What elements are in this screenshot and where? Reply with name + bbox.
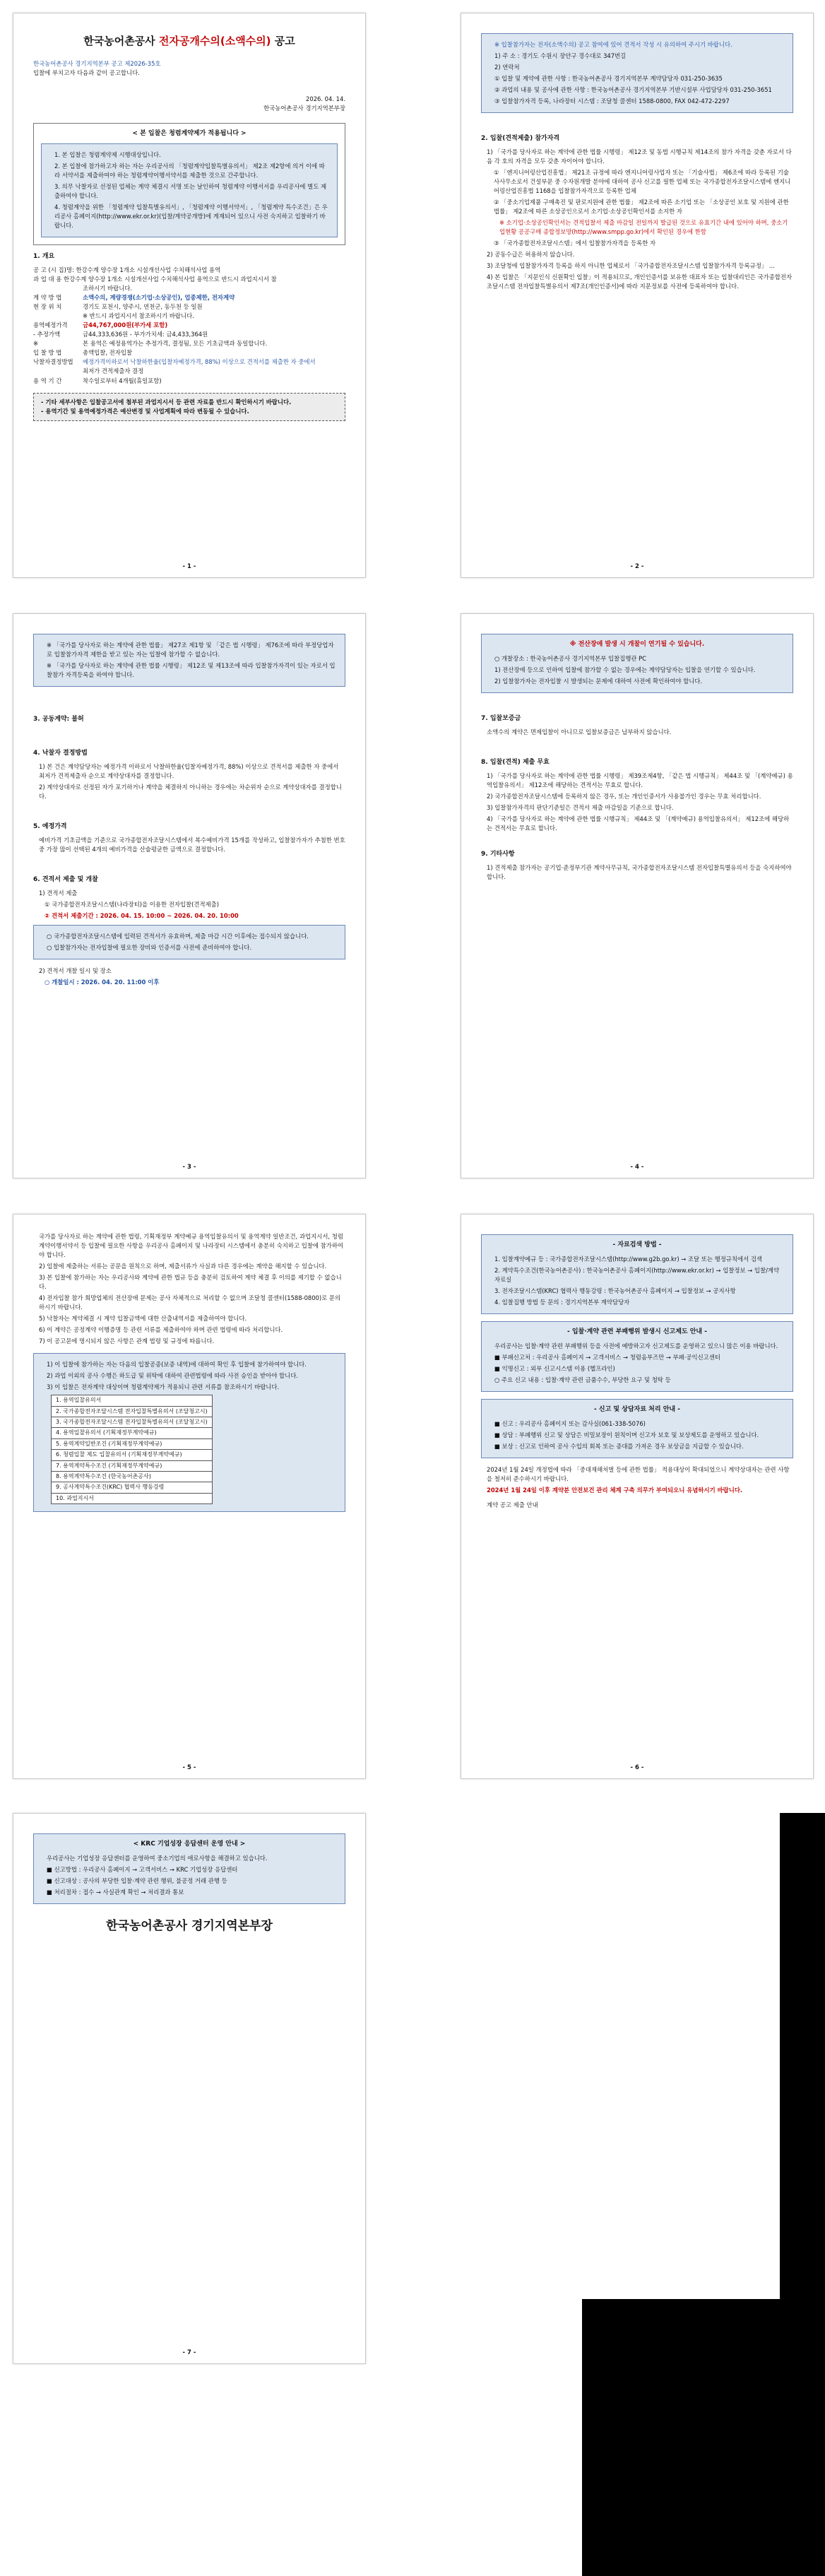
section-invalid-heading: 8. 입찰(견적) 제출 무효 [481,758,550,766]
contact-info-box [481,33,793,113]
eligibility-para: ② 「중소기업제품 구매촉진 및 판로지원에 관한 법률」 제2조에 따른 소기업 또는 「소상공인 보호 및 지원에 관한 법률」 제2조에 따른 소상공인으로서 소기업·소상공인확인서를 소지한 자 [494,199,789,215]
outage-item: 2) 입찰참가자는 전자입찰 시 발생되는 문제에 대하여 사전에 확인하여야 합니다. [494,677,703,685]
notice-org: 한국농어촌공사 경기지역본부장 [263,105,345,112]
document-page-7 [13,1813,366,2364]
eligibility-para: ③ 「국가종합전자조달시스템」에서 입찰참가자격을 등록한 자 [494,240,656,247]
page-number: - 1 - [182,562,196,570]
search-guide-box [481,1234,793,1314]
table-row: 3. 국가종합전자조달시스템 전자입찰특별유의서 (조달청고시) [52,1417,213,1428]
document-page-2 [461,13,814,578]
contact-item: ※ 입찰참가자는 전자(소액수의) 공고 참여에 있어 견적서 작성 시 유의하여 주시기 바랍니다. [494,41,732,48]
document-page-6 [461,1214,814,1779]
overview-note: - 용역기간 및 용역예정가격은 예산변경 및 사업계획에 따라 변동될 수 있습니다. [41,407,249,415]
table-row: 8. 용역계약특수조건 (한국농어촌공사) [52,1471,213,1482]
award-para: 1) 본 건은 계약담당자는 예정가격 이하로서 낙찰하한율(입찰자예정가격, 88%) 이상으로 견적서를 제출한 자 중에서 최저가 견적제출자 순으로 계약상대자를 결정합니다. [39,762,339,779]
invalid-para: 1) 「국가를 당사자로 하는 계약에 관한 법률 시행령」 제39조제4항, 「같은 법 시행규칙」 제44조 및 「(계약예규) 용역입찰유의서」 제12조에 해당하는 견적서는 무효로 합니다. [487,772,793,788]
notice-title: 한국농어촌공사 전자공개수의(소액수의) 공고 [83,35,295,47]
submission-period: ② 견적서 제출기간 : 2026. 04. 15. 10:00 ~ 2026. 04. 20. 10:00 [44,911,239,919]
document-page-5 [13,1214,366,1779]
contact-item: ② 과업의 내용 및 공사에 관한 사항 : 한국농어촌공사 경기지역본부 기반시설부 사업담당자 031-250-3651 [494,86,772,94]
report-handling-title: - 신고 및 상담자료 처리 안내 - [594,1406,680,1414]
outage-item: ○ 개찰장소 : 한국농어촌공사 경기지역본부 입찰집행관 PC [494,654,646,662]
overview-row: 낙찰자결정방법 예정가격이하로서 낙찰하한율(입찰자예정가격, 88%) 이상으로 견적서를 제출한 자 중에서 [33,358,316,366]
corruption-report-item: ○ 주요 신고 내용 : 입찰·계약 관련 금품수수, 부당한 요구 및 청탁 등 [494,1376,671,1383]
section-overview-heading: 1. 개요 [33,253,55,261]
submission-note: ○ 국가종합전자조달시스템에 입력된 견적서가 유효하며, 제출 마감 시간 이후에는 접수되지 않습니다. [47,932,309,940]
report-handling-item: ■ 상담 : 부패행위 신고 및 상담은 비밀보장이 원칙이며 신고자 보호 및 보상제도를 운영하고 있습니다. [494,1431,759,1438]
table-row: 7. 용역계약특수조건 (기획재정부계약예규) [52,1460,213,1471]
document-page-1 [13,13,366,578]
overview-purpose-cont: 조하시기 바랍니다. [83,285,133,293]
notice-date: 2026. 04. 14. [306,95,345,103]
overview-row: ※ 본 용역은 예정용역가는 추정가격, 결정됨, 모든 기초금액과 동일합니다. [33,340,268,348]
section-misc-heading: 9. 기타사항 [481,850,515,858]
search-guide-item: 2. 계약특수조건(한국농어촌공사) : 한국농어촌공사 홈페이지(http://www.ekr.or.kr) → 입찰정보 → 입찰/계약 자료실 [494,1266,780,1283]
restriction-box [33,634,345,687]
outage-box [481,634,793,693]
misc-cont-para: 6) 이 계약은 공정계약 이행증명 등 관련 서류를 제출하여야 하며 관련 법령에 따라 처리합니다. [39,1326,283,1334]
overview-row: - 추정가액 금44,333,636원 - 부가가치세: 금4,433,364원 [33,331,208,338]
invalid-para: 2) 국가종합전자조달시스템에 등록하지 않은 경우, 또는 개인인증서가 사용불가인 경우는 무효 처리합니다. [487,792,761,800]
page-number: - 6 - [630,1763,644,1771]
misc-cont-para: 5) 낙찰자는 계약체결 시 계약 입찰금액에 대한 산출내역서를 제출하여야 합니다. [39,1315,247,1323]
corruption-report-item: ■ 부패신고처 : 우리공사 홈페이지 → 고객서비스 → 청렴옴부즈만 → 부패·공익신고센터 [494,1353,720,1361]
corruption-report-item: 우리공사는 입찰·계약 관련 부패행위 등을 사전에 예방하고자 신고제도를 운영하고 있으니 많은 이용 바랍니다. [494,1342,778,1349]
section-award-heading: 4. 낙찰자 결정방법 [33,750,88,757]
page-number: - 4 - [630,1163,644,1171]
restriction-item: ※ 「국가를 당사자로 하는 계약에 관한 법률 시행령」 제12조 및 제13조에 따라 입찰참가자격이 있는 자로서 입찰참가 자격등록을 하여야 합니다. [47,662,336,679]
integrity-contract-box [33,123,345,245]
invalid-para: 3) 입찰참가자격의 판단기준일은 견적서 제출 마감일을 기준으로 합니다. [487,803,674,811]
search-guide-title: - 자료검색 방법 - [612,1241,662,1248]
overview-row: 계 약 방 법 소액수의, 계량경쟁(소기업·소상공인), 업종제한, 전자계약 [33,294,235,302]
overview-notes-box [33,393,345,421]
notice-number: 한국농어촌공사 경기지역본부 공고 제2026-35호 [33,60,161,68]
document-page-4 [461,613,814,1178]
eligibility-para: 3) 조달청에 입찰참가자격 등록을 하지 아니한 업체로서 「국가종합전자조달시스템 입찰참가자격 등록규정」 ... [487,262,775,270]
corruption-report-box [481,1321,793,1392]
report-handling-item: ■ 보상 : 신고로 인하여 공사 수입의 회복 또는 증대를 가져온 경우 보상금을 지급할 수 있습니다. [494,1442,744,1450]
estimated-price-para: 예비가격 기초금액을 기준으로 국가종합전자조달시스템에서 복수예비가격 15개를 작성하고, 입찰참가자가 추첨한 번호 중 가장 많이 선택된 4개의 예비가격을 산술평균한 금액으로 결정합니다. [39,836,345,853]
integrity-box-title: < 본 입찰은 청렴계약제가 적용됩니다 > [132,130,247,138]
page-number: - 2 - [630,562,644,570]
table-row: 9. 공사계약특수조건(KRC) 협력사 행동강령 [52,1482,213,1493]
viewer-background [582,2299,825,2576]
table-row: 6. 청렴입찰 제도 입찰유의서 (기획재정부계약예규) [52,1450,213,1460]
eligibility-para: 4) 본 입찰은 「지문인식 신원확인 입찰」이 적용되므로, 개인인증서를 보유한 대표자 또는 입찰대리인은 국가종합전자조달시스템 전자입찰특별유의서 제7조(개인인증서)에 따라 지문정보를 사전에 등록하여야 합니다. [487,273,793,290]
safety-notice: 2024년 1월 24일 개정법에 따라 「중대재해처벌 등에 관한 법률」 적용대상이 확대되었으니 계약상대자는 관련 사항을 철저히 준수하시기 바랍니다. [487,1466,790,1483]
growth-center-item: ■ 처리절차 : 접수 → 사실관계 확인 → 처리결과 통보 [47,1888,184,1896]
eligibility-para: 2) 공동수급은 허용하지 않습니다. [487,251,575,259]
outage-item: 1) 전산장애 등으로 인하여 입찰에 참가할 수 없는 경우에는 계약담당자는 입찰을 연기할 수 있습니다. [494,666,756,673]
overview-row: 용역예정가격 금44,767,000원(부가세 포함) [33,321,168,329]
growth-center-title: < KRC 기업성장 응답센터 운영 안내 > [133,1841,246,1848]
viewer-background [780,1813,825,2308]
reference-docs-box [33,1353,345,1512]
eligibility-para: ① 「엔지니어링산업진흥법」 제21조 규정에 따라 엔지니어링사업자 또는 「기술사법」 제6조에 따라 등록된 기술사사무소로서 건설부문 중 수자원개발 분야에 대하여 공사 신고를 필한 업체 또는 국가종합전자조달시스템에 엔지니어링산업진흥법 1168을 입찰참가자격으로 등록한 업체 [494,169,791,195]
search-guide-item: 4. 입찰집행 방법 등 문의 : 경기지역본부 계약담당자 [494,1299,630,1306]
submission-sub: 1) 견적서 제출 [39,889,78,897]
page-number: - 3 - [182,1163,196,1171]
overview-row: ※ 반드시 과업지시서 참조하시기 바랍니다. [83,312,194,320]
report-handling-item: ■ 신고 : 우리공사 홈페이지 또는 감사실(061-338-5076) [494,1419,646,1427]
integrity-item: 1. 본 입찰은 청렴계약제 시행대상입니다. [54,151,161,159]
table-row: 4. 용역입찰유의서 (기획재정부계약예규) [52,1428,213,1438]
reference-note: 2) 과업 이외의 공사 수행은 하도급 및 위탁에 대하여 관련법령에 따라 사전 승인을 받아야 합니다. [47,1372,298,1380]
misc-para: 1) 견적제출 참가자는 공기업·준정부기관 계약사무규칙, 국가종합전자조달시스템 전자입찰특별유의서 등을 숙지하여야 합니다. [487,863,792,880]
contact-item: ③ 입찰참가자격 등록, 나라장터 시스템 : 조달청 콜센터 1588-0800, FAX 042-472-2297 [494,98,730,105]
submission-line: ① 국가종합전자조달시스템(나라장터)을 이용한 전자입찰(견적제출) [44,900,219,908]
table-row: 10. 과업지시서 [52,1493,213,1503]
section-estimated-price-heading: 5. 예정가격 [33,823,67,830]
reference-docs-table [51,1395,213,1504]
report-handling-box [481,1399,793,1458]
corruption-report-title: - 입찰·계약 관련 부패행위 발생시 신고제도 안내 - [566,1328,707,1336]
overview-row: 현 장 위 치 경기도 포천시, 양주시, 연천군, 동두천 등 일원 [33,303,203,311]
integrity-item: 3. 의무 낙찰자로 선정된 업체는 계약 체결시 서명 또는 날인하여 청렴계약 이행서서를 우리공사에 별도 제출하여야 합니다. [54,183,327,200]
page-number: - 7 - [182,2348,196,2356]
document-page-3 [13,613,366,1178]
submission-notes-box [33,925,345,959]
misc-cont-para: 7) 이 공고문에 명시되지 않은 사항은 관계 법령 및 규정에 따릅니다. [39,1337,215,1345]
table-row: 2. 국가종합전자조달시스템 전자입찰특별유의서 (조달청고시) [52,1406,213,1417]
bid-bond-para: 소액수의 계약은 면제입찰이 아니므로 입찰보증금은 납부하지 않습니다. [487,728,672,735]
safety-notice-emphasis: 2024년 1월 24일 이후 계약분 안전보건 관리 체계 구축 의무가 부여되오니 유념하시기 바랍니다. [487,1487,743,1494]
closing-signature: 한국농어촌공사 경기지역본부장 [106,1919,273,1933]
table-row: 1. 용역입찰유의서 [52,1395,213,1406]
section-eligibility-heading: 2. 입찰(견적제출) 참가자격 [481,135,560,143]
growth-center-box [33,1833,345,1904]
section-joint-contract-heading: 3. 공동계약: 불허 [33,716,84,723]
search-guide-item: 1. 입찰계약예규 등 : 국가종합전자조달시스템(http://www.g2b.go.kr) → 조달 또는 행정규칙에서 검색 [494,1255,762,1263]
growth-center-item: ■ 신고대상 : 공사의 부당한 입찰·계약 관련 행위, 불공정 거래 관행 등 [47,1877,227,1884]
page-number: - 5 - [182,1763,196,1771]
search-guide-item: 3. 전자조달시스템(KRC) 협력사 행동강령 : 한국농어촌공사 홈페이지 → 입찰정보 → 공지사항 [494,1287,736,1294]
overview-note: - 기타 세부사항은 입찰공고서에 첨부된 과업지시서 등 관련 자료를 반드시 확인하시기 바랍니다. [41,398,292,406]
growth-center-item: 우리공사는 기업성장 응답센터를 운영하여 중소기업의 애로사항을 해결하고 있습니다. [47,1854,268,1862]
overview-purpose: 과 업 대 용 한강수계 양수장 1개소 시설개선사업 수치해석사업 용역으로 반드시 과업지시서 참 [33,276,277,283]
growth-center-item: ■ 신고방법 : 우리공사 홈페이지 → 고객서비스 → KRC 기업성장 응답센터 [47,1865,238,1873]
integrity-item: 2. 본 입찰에 참가하고자 하는 자는 우리공사의 「청렴계약입찰특별유의서」 제2조 제2항에 의거 이에 따라 서약서를 제출하여야 하는 청렴계약이행서약서를 제출한 것으로 간주합니다. [54,163,325,179]
section-bid-bond-heading: 7. 입찰보증금 [481,714,521,722]
eligibility-para: ※ 소기업·소상공인확인서는 견적입찰서 제출 마감일 전일까지 발급된 것으로 유효기간 내에 있어야 하며, 중소기업현황 공공구매 종합정보망(http://www.smpp.go.kr)에서 확인된 경우에 한함 [499,219,788,236]
opening-sub: 2) 견적서 개찰 일시 및 장소 [39,967,112,974]
overview-project-name: 공 고 (시 집)명: 한강수계 양수장 1개소 시설개선사업 수치해석사업 용역 [33,266,221,274]
table-row: 5. 용역계약일반조건 (기획재정부계약예규) [52,1438,213,1449]
restriction-item: ※ 「국가를 당사자로 하는 계약에 관한 법률」 제27조 제1항 및 「같은 법 시행령」 제76조에 따라 부정당업자로 입찰참가자격 제한을 받고 있는 자는 입찰에 참가할 수 없습니다. [47,642,334,658]
overview-row: 용 역 기 간 착수일로부터 4개월(휴일포함) [33,377,162,384]
contact-item: ① 입찰 및 계약에 관한 사항 : 한국농어촌공사 경기지역본부 계약담당자 031-250-3635 [494,75,723,83]
overview-row: 입 찰 방 법 총액입찰, 전자입찰 [33,349,133,357]
submission-note: ○ 입찰참가자는 전자입찰에 필요한 장비와 인증서를 사전에 준비하여야 합니다. [47,943,252,951]
submission-guide: 계약 공고 제출 안내 [487,1501,538,1509]
contact-item: 1) 주 소 : 경기도 수원시 장안구 경수대로 347번길 [494,52,627,60]
misc-cont-para: 2) 입찰에 제출하는 서류는 공문을 원칙으로 하며, 제출서류가 사실과 다른 경우에는 계약을 해지할 수 있습니다. [39,1263,327,1270]
overview-row: 최저가 견적제출자 결정 [83,367,144,375]
corruption-report-item: ■ 익명신고 : 외부 신고시스템 이용 (헬프라인) [494,1364,615,1372]
contact-item: 2) 연락처 [494,64,520,71]
integrity-item: 4. 청렴계약을 위한 「청렴계약 입찰특별유의서」, 「청렴계약 이행서약서」, 「청렴계약 특수조건」은 우리공사 홈페이지(http://www.ekr.or.kr)(입찰/계약공개방)에 게재되어 있으니 사전 숙지하고 입찰하기 바랍니다. [54,203,328,230]
award-para: 2) 계약상대자로 선정된 자가 포기하거나 계약을 체결하지 아니하는 경우에는 차순위자 순으로 계약상대자를 결정합니다. [39,783,342,800]
reference-note: 1) 이 입찰에 참가하는 자는 다음의 입찰공종(보증 내역)에 대하여 확인 후 입찰에 참가하여야 합니다. [47,1361,307,1369]
eligibility-para: 1) 「국가를 당사자로 하는 계약에 관한 법률 시행령」 제12조 및 동법 시행규칙 제14조의 참가 자격을 갖춘 자로서 다음 각 호의 자격을 모두 갖춘 자이어야 합니다. [487,148,792,165]
misc-cont-para: 국가를 당사자로 하는 계약에 관한 법령, 기획재정부 계약예규 용역입찰유의서 및 용역계약 일반조건, 과업지시서, 청렴계약이행서약서 등 입찰에 필요한 사항을 우리공사 홈페이지 및 나라장터 시스템에서 충분히 숙지하고 입찰에 참가하여야 합니다. [39,1233,344,1259]
misc-cont-para: 4) 전자입찰 참가 희망업체의 전산장애 문제는 공사 자체적으로 처리할 수 없으며 조달청 콜센터(1588-0800)로 문의하시기 바랍니다. [39,1294,341,1311]
misc-cont-para: 3) 본 입찰에 참가하는 자는 우리공사와 계약에 관한 법규 등을 충분히 검토하여 계약 체결 후 이의를 제기할 수 없습니다. [39,1274,342,1291]
invalid-para: 4) 「국가를 당사자로 하는 계약에 관한 법률 시행규칙」 제44조 및 「(계약예규) 용역입찰유의서」 제12조에 해당하는 견적서는 무효로 합니다. [487,815,790,832]
outage-box-title: ※ 전산장애 발생 시 개찰이 연기될 수 있습니다. [569,641,705,648]
integrity-box-content [41,143,338,237]
notice-intro: 입찰에 부치고자 다음과 같이 공고합니다. [33,69,140,77]
section-submission-heading: 6. 견적서 제출 및 개찰 [33,875,98,883]
opening-time: ○ 개찰일시 : 2026. 04. 20. 11:00 이후 [44,979,160,986]
reference-note: 3) 이 입찰은 전자계약 대상이며 청렴계약제가 적용되니 관련 서류를 참조하시기 바랍니다. [47,1383,280,1391]
